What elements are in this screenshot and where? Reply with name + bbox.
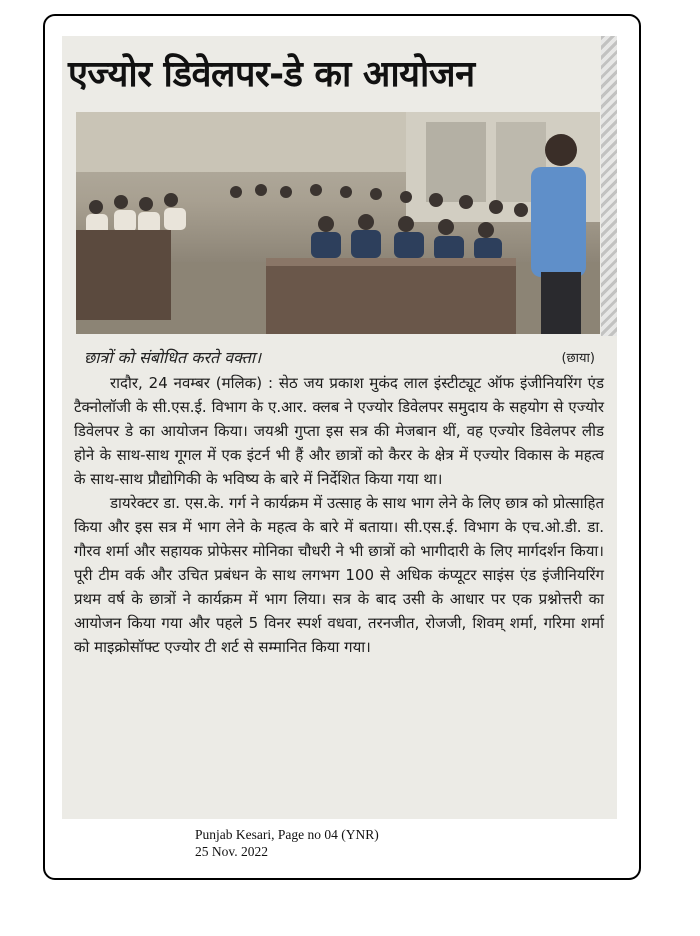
headline: एज्योर डिवेलपर-डे का आयोजन — [68, 54, 475, 95]
publication-label: Punjab Kesari, Page no 04 (YNR) — [195, 827, 379, 842]
article-paragraph: रादौर, 24 नवम्बर (मलिक) : सेठ जय प्रकाश मुकंद लाल इंस्टीट्यूट ऑफ इंजीनियरिंग एंड टैक्नोलॉजी के सी.एस.ई. विभाग के ए.आर. क्लब ने एज्योर डिवेलपर समुदाय के सहयोग से एज्योर डिवेलपर डे का आयोजन किया। जयश्री गुप्ता इस सत्र की मेजबान थीं, वह एज्योर डिवेलपर लीड होने के साथ-साथ गूगल में एक इंटर्न भी हैं और छात्रों को कैरर के क्षेत्र में एज्योर विकास के महत्व के साथ-साथ प्रौद्योगिकी के भविष्य के बारे में निर्देशित किया गया था। — [74, 374, 604, 488]
classroom-photo-illustration — [76, 112, 600, 334]
photo-credit: (छाया) — [561, 351, 595, 366]
article-body — [74, 371, 604, 659]
photo-caption: छात्रों को संबोधित करते वक्ता। — [84, 348, 262, 367]
source-citation — [195, 826, 379, 860]
article-paragraph: डायरेक्टर डा. एस.के. गर्ग ने कार्यक्रम में उत्साह के साथ भाग लेने के लिए छात्र को प्रोत्साहित किया और इस सत्र में भाग लेने के महत्व के बारे में बताया। सी.एस.ई. विभाग के एच.ओ.डी. डा. गौरव शर्मा और सहायक प्रोफेसर मोनिका चौधरी ने भी छात्रों को भागीदारी के लिए मार्गदर्शन किया। पूरी टीम वर्क और उचित प्रबंधन के साथ लगभग 100 से अधिक कंप्यूटर साइंस एंड इंजीनियरिंग प्रथम वर्ष के छात्रों ने कार्यक्रम में भाग लिया। सत्र के बाद उसी के आधार पर एक प्रश्नोत्तरी का आयोजन किया गया और पहले 5 विनर स्पर्श वधवा, तरनजीत, रोजजी, शिवम् शर्मा, गरिमा शर्मा को माइक्रोसॉफ्ट एज्योर टी शर्ट से सम्मानित किया गया। — [74, 494, 604, 656]
event-photo — [76, 112, 600, 334]
newspaper-clipping — [62, 36, 617, 819]
publication-date: 25 Nov. 2022 — [195, 844, 268, 859]
